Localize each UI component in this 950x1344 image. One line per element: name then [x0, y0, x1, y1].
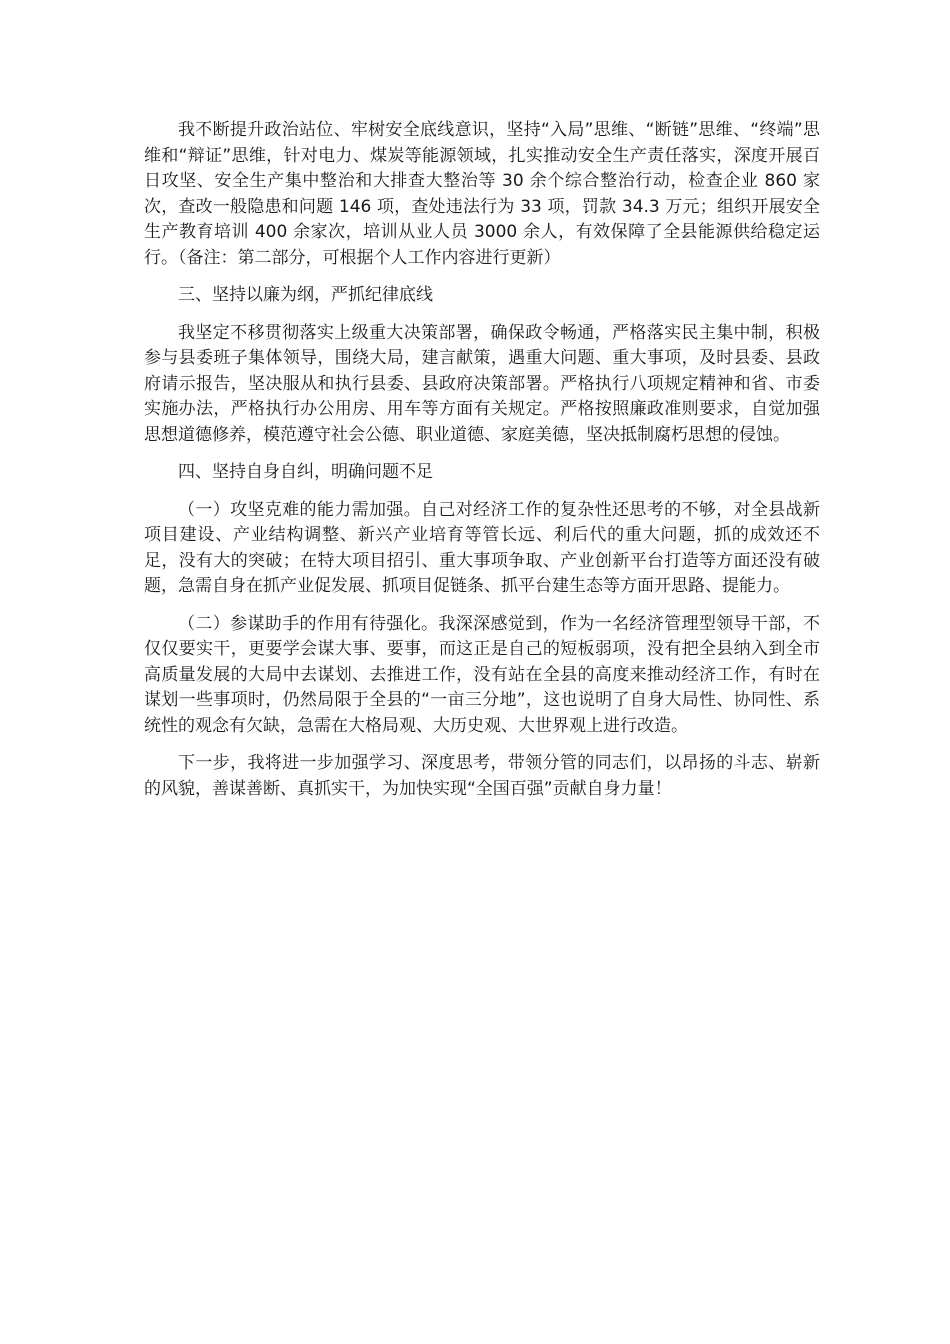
- paragraph-energy-safety: 我不断提升政治站位、牢树安全底线意识，坚持“入局”思维、“断链”思维、“终端”思维和“辩证”思维，针对电力、煤炭等能源领域，扎实推动安全生产责任落实，深度开展百日攻坚、安全生产集中整治和大排查大整治等 30 余个综合整治行动，检查企业 860 家次，查改一般隐患和问题 146 项，查处违法行为 33 项，罚款 34.3 万元；组织开展安全生产教育培训 400 余家次，培训从业人员 3000 余人，有效保障了全县能源供给稳定运行。（备注：第二部分，可根据个人工作内容进行更新）: [144, 120, 820, 268]
- section-heading-problems: 四、坚持自身自纠，明确问题不足: [178, 462, 433, 482]
- paragraph-problem-two: （二）参谋助手的作用有待强化。我深深感觉到，作为一名经济管理型领导干部，不仅仅要实干，更要学会谋大事、要事，而这正是自己的短板弱项，没有把全县纳入到全市高质量发展的大局中去谋划、去推进工作，没有站在全县的高度来推动经济工作，有时在谋划一些事项时，仍然局限于全县的“一亩三分地”，这也说明了自身大局性、协同性、系统性的观念有欠缺，急需在大格局观、大历史观、大世界观上进行改造。: [144, 613, 820, 736]
- paragraph-problem-one: （一）攻坚克难的能力需加强。自己对经济工作的复杂性还思考的不够，对全县战新项目建设、产业结构调整、新兴产业培育等管长远、利后代的重大问题，抓的成效还不足，没有大的突破；在特大项目招引、重大事项争取、产业创新平台打造等方面还没有破题，急需自身在抓产业促发展、抓项目促链条、抓平台建生态等方面开思路、提能力。: [144, 499, 820, 596]
- paragraph-integrity: 我坚定不移贯彻落实上级重大决策部署，确保政令畅通，严格落实民主集中制，积极参与县委班子集体领导，围绕大局，建言献策，遇重大问题、重大事项，及时县委、县政府请示报告，坚决服从和执行县委、县政府决策部署。严格执行八项规定精神和省、市委实施办法，严格执行办公用房、用车等方面有关规定。严格按照廉政准则要求，自觉加强思想道德修养，模范遵守社会公德、职业道德、家庭美德，坚决抵制腐朽思想的侵蚀。: [144, 322, 820, 445]
- section-heading-integrity: 三、坚持以廉为纲，严抓纪律底线: [178, 285, 433, 305]
- paragraph-next-steps: 下一步，我将进一步加强学习、深度思考，带领分管的同志们，以昂扬的斗志、崭新的风貌，善谋善断、真抓实干，为加快实现“全国百强”贡献自身力量！: [144, 753, 820, 799]
- document-body: [144, 118, 820, 814]
